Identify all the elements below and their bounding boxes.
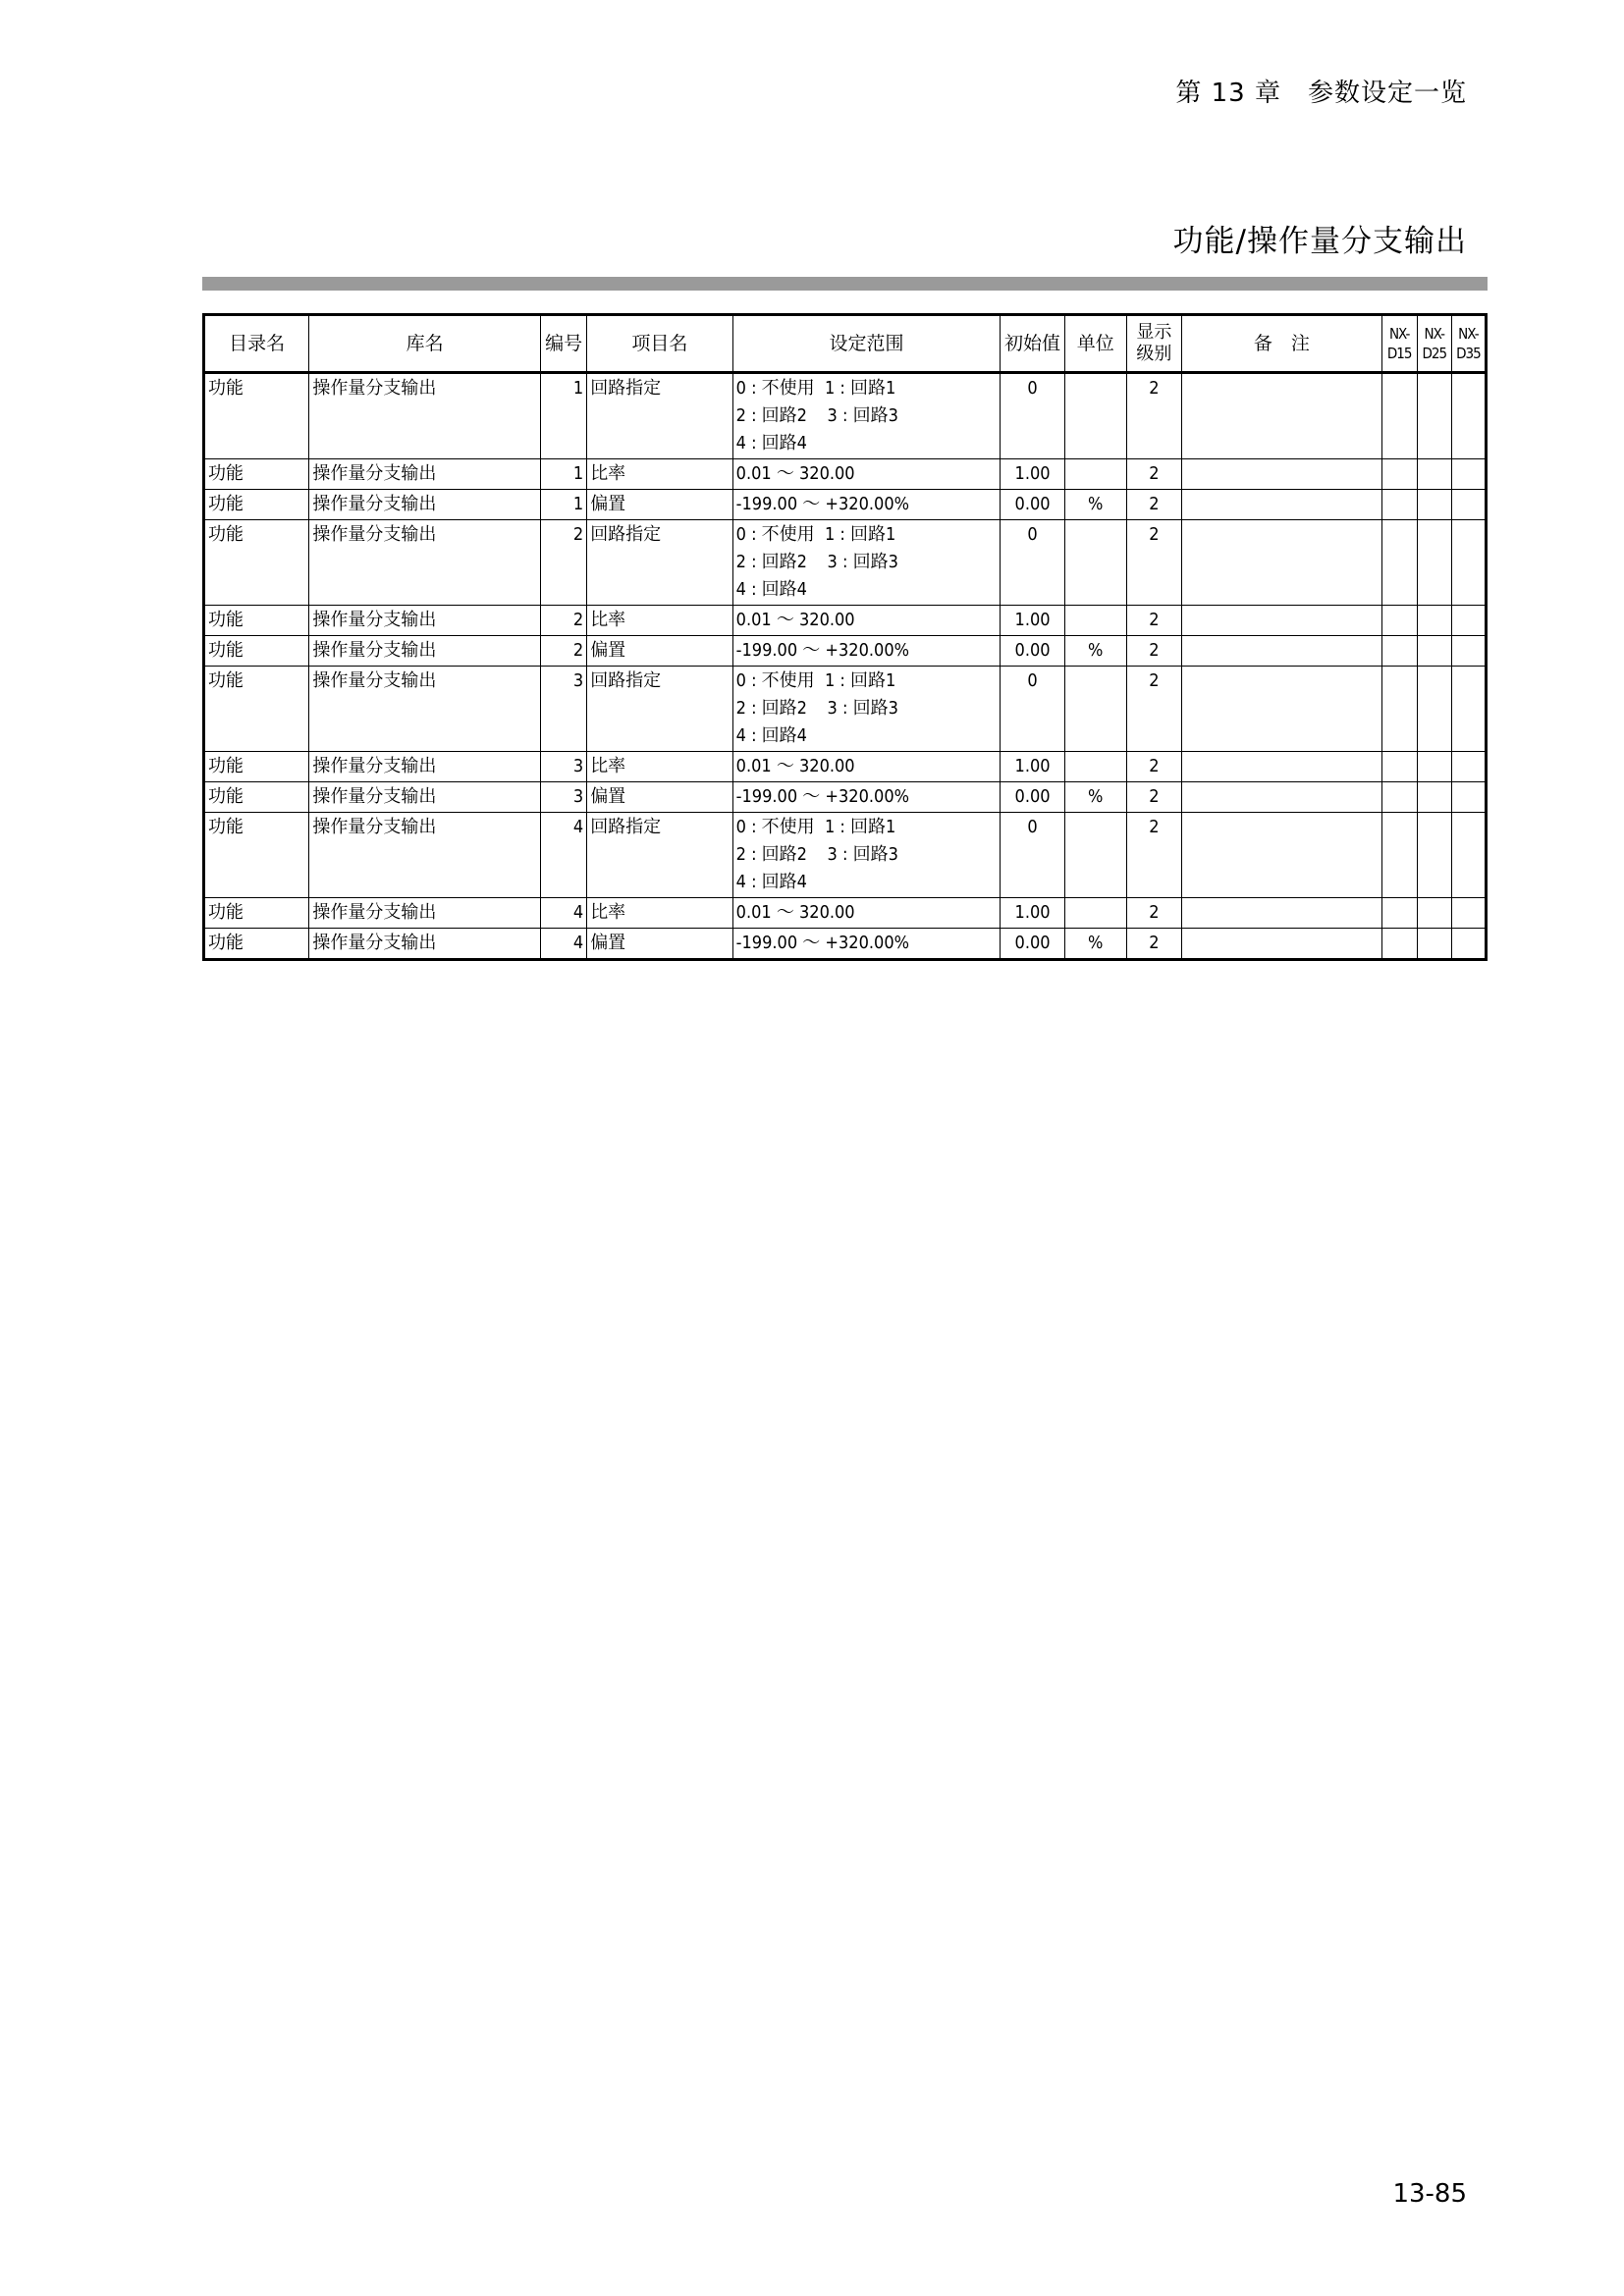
range-line: 2 : 回路2 3 : 回路3 [735,844,898,865]
table-row [204,898,1487,929]
cell-item: 偏置 [587,929,732,960]
col-header-level-line2: 级别 [1136,344,1172,364]
cell-unit: % [1064,929,1126,960]
range-line: 2 : 回路2 3 : 回路3 [735,698,898,719]
cell-nx-d25 [1417,520,1451,606]
table-body [204,373,1487,960]
chapter-header: 第 13 章 参数设定一览 [1175,79,1467,108]
cell-range [732,459,1001,490]
cell-item: 比率 [587,606,732,636]
cell-remarks [1182,636,1382,667]
cell-range [732,490,1001,520]
cell-level: 2 [1126,752,1181,782]
cell-nx-d35 [1451,929,1486,960]
cell-catalog: 功能 [204,520,309,606]
cell-unit [1064,898,1126,929]
cell-nx-d35 [1451,667,1486,752]
cell-unit [1064,520,1126,606]
cell-level: 2 [1126,459,1181,490]
range-line: 4 : 回路4 [735,579,807,600]
cell-remarks [1182,490,1382,520]
cell-nx-d35 [1451,520,1486,606]
col-header-nx-d15-line2: D15 [1386,345,1412,362]
section-title: 功能/操作量分支输出 [1172,224,1467,259]
cell-item: 比率 [587,459,732,490]
range-line: 0.01 ～ 320.00 [735,756,855,776]
cell-nx-d35 [1451,782,1486,813]
col-header-item: 项目名 [587,315,732,373]
cell-unit: % [1064,782,1126,813]
col-header-unit: 单位 [1064,315,1126,373]
col-header-catalog: 目录名 [204,315,309,373]
table-row [204,813,1487,898]
cell-number: 4 [541,898,587,929]
cell-number: 1 [541,373,587,459]
cell-remarks [1182,520,1382,606]
cell-level: 2 [1126,520,1181,606]
range-line: 4 : 回路4 [735,872,807,892]
col-header-nx-d35-line1: NX- [1458,325,1479,343]
cell-item: 比率 [587,752,732,782]
col-header-nx-d25-line2: D25 [1422,345,1447,362]
cell-nx-d35 [1451,636,1486,667]
cell-initial: 0 [1001,813,1064,898]
cell-library: 操作量分支输出 [309,752,541,782]
col-header-initial: 初始值 [1001,315,1064,373]
table-row [204,490,1487,520]
cell-initial: 1.00 [1001,459,1064,490]
cell-item: 回路指定 [587,520,732,606]
cell-nx-d25 [1417,813,1451,898]
cell-nx-d25 [1417,752,1451,782]
cell-nx-d35 [1451,752,1486,782]
cell-nx-d35 [1451,898,1486,929]
cell-initial: 1.00 [1001,898,1064,929]
col-header-nx-d15-line1: NX- [1388,325,1410,343]
cell-item: 回路指定 [587,373,732,459]
cell-library: 操作量分支输出 [309,459,541,490]
cell-level: 2 [1126,667,1181,752]
section-divider [202,277,1488,291]
cell-unit [1064,813,1126,898]
cell-nx-d15 [1381,636,1417,667]
range-line: 0 : 不使用 1 : 回路1 [735,524,896,545]
cell-nx-d25 [1417,898,1451,929]
cell-initial: 1.00 [1001,606,1064,636]
cell-nx-d15 [1381,606,1417,636]
cell-library: 操作量分支输出 [309,813,541,898]
cell-library: 操作量分支输出 [309,667,541,752]
cell-nx-d35 [1451,459,1486,490]
col-header-nx-d35 [1451,315,1486,373]
parameter-table [202,313,1488,961]
range-line: 0 : 不使用 1 : 回路1 [735,378,896,399]
cell-initial: 0.00 [1001,929,1064,960]
cell-item: 偏置 [587,636,732,667]
cell-remarks [1182,929,1382,960]
cell-nx-d15 [1381,752,1417,782]
range-line: -199.00 ～ +320.00% [735,786,910,807]
table-row [204,459,1487,490]
cell-number: 3 [541,752,587,782]
cell-nx-d25 [1417,373,1451,459]
cell-catalog: 功能 [204,667,309,752]
cell-number: 1 [541,459,587,490]
cell-catalog: 功能 [204,898,309,929]
table-row [204,752,1487,782]
cell-remarks [1182,373,1382,459]
range-line: 2 : 回路2 3 : 回路3 [735,405,898,426]
cell-initial: 0 [1001,667,1064,752]
cell-range [732,898,1001,929]
range-line: -199.00 ～ +320.00% [735,640,910,661]
cell-remarks [1182,813,1382,898]
cell-nx-d15 [1381,490,1417,520]
cell-remarks [1182,667,1382,752]
cell-catalog: 功能 [204,752,309,782]
cell-item: 回路指定 [587,667,732,752]
cell-level: 2 [1126,929,1181,960]
cell-catalog: 功能 [204,459,309,490]
range-line: 0.01 ～ 320.00 [735,610,855,630]
cell-nx-d15 [1381,929,1417,960]
cell-level: 2 [1126,813,1181,898]
col-header-number: 编号 [541,315,587,373]
cell-nx-d15 [1381,373,1417,459]
cell-catalog: 功能 [204,606,309,636]
cell-catalog: 功能 [204,813,309,898]
cell-range [732,813,1001,898]
cell-unit [1064,752,1126,782]
cell-item: 偏置 [587,782,732,813]
cell-initial: 0.00 [1001,782,1064,813]
table-row [204,636,1487,667]
cell-unit [1064,459,1126,490]
cell-number: 2 [541,636,587,667]
table-row [204,373,1487,459]
table-row [204,520,1487,606]
range-line: 0.01 ～ 320.00 [735,463,855,484]
cell-unit [1064,667,1126,752]
cell-nx-d25 [1417,667,1451,752]
range-line: 0.01 ～ 320.00 [735,902,855,923]
cell-remarks [1182,752,1382,782]
cell-library: 操作量分支输出 [309,782,541,813]
cell-remarks [1182,898,1382,929]
cell-number: 2 [541,520,587,606]
range-line: -199.00 ～ +320.00% [735,933,910,953]
cell-library: 操作量分支输出 [309,373,541,459]
cell-library: 操作量分支输出 [309,490,541,520]
cell-range [732,667,1001,752]
cell-initial: 0.00 [1001,636,1064,667]
col-header-nx-d35-line2: D35 [1456,345,1481,362]
page-number: 13-85 [1392,2179,1467,2209]
range-line: 4 : 回路4 [735,725,807,746]
cell-library: 操作量分支输出 [309,520,541,606]
cell-level: 2 [1126,898,1181,929]
cell-range [732,752,1001,782]
cell-catalog: 功能 [204,636,309,667]
col-header-range: 设定范围 [732,315,1001,373]
range-line: 2 : 回路2 3 : 回路3 [735,552,898,572]
cell-nx-d15 [1381,898,1417,929]
cell-number: 4 [541,813,587,898]
cell-number: 4 [541,929,587,960]
cell-remarks [1182,459,1382,490]
cell-item: 回路指定 [587,813,732,898]
cell-catalog: 功能 [204,929,309,960]
cell-nx-d25 [1417,490,1451,520]
range-line: 0 : 不使用 1 : 回路1 [735,817,896,837]
table-row [204,606,1487,636]
cell-level: 2 [1126,636,1181,667]
cell-range [732,782,1001,813]
col-header-nx-d25-line1: NX- [1424,325,1445,343]
cell-level: 2 [1126,490,1181,520]
cell-item: 偏置 [587,490,732,520]
cell-nx-d15 [1381,813,1417,898]
cell-range [732,606,1001,636]
range-line: 4 : 回路4 [735,433,807,454]
cell-remarks [1182,606,1382,636]
range-line: 0 : 不使用 1 : 回路1 [735,670,896,691]
cell-library: 操作量分支输出 [309,929,541,960]
col-header-level [1126,315,1181,373]
col-header-level-line1: 显示 [1136,322,1172,343]
cell-number: 3 [541,782,587,813]
col-header-nx-d25 [1417,315,1451,373]
table-row [204,667,1487,752]
cell-library: 操作量分支输出 [309,606,541,636]
cell-initial: 1.00 [1001,752,1064,782]
cell-nx-d35 [1451,373,1486,459]
cell-nx-d15 [1381,782,1417,813]
cell-catalog: 功能 [204,782,309,813]
table-header-row [204,315,1487,373]
cell-nx-d25 [1417,606,1451,636]
range-line: -199.00 ～ +320.00% [735,494,910,514]
cell-unit: % [1064,490,1126,520]
cell-unit: % [1064,636,1126,667]
cell-nx-d35 [1451,606,1486,636]
cell-catalog: 功能 [204,373,309,459]
cell-library: 操作量分支输出 [309,636,541,667]
cell-range [732,520,1001,606]
col-header-nx-d15 [1381,315,1417,373]
table-row [204,929,1487,960]
cell-nx-d15 [1381,459,1417,490]
cell-nx-d25 [1417,459,1451,490]
cell-nx-d25 [1417,929,1451,960]
cell-initial: 0 [1001,373,1064,459]
table-row [204,782,1487,813]
cell-nx-d35 [1451,813,1486,898]
cell-initial: 0 [1001,520,1064,606]
col-header-remarks: 备 注 [1182,315,1382,373]
cell-range [732,929,1001,960]
cell-nx-d35 [1451,490,1486,520]
cell-remarks [1182,782,1382,813]
cell-number: 2 [541,606,587,636]
cell-unit [1064,373,1126,459]
cell-nx-d25 [1417,636,1451,667]
cell-item: 比率 [587,898,732,929]
cell-level: 2 [1126,782,1181,813]
cell-number: 3 [541,667,587,752]
cell-range [732,373,1001,459]
cell-level: 2 [1126,606,1181,636]
cell-nx-d25 [1417,782,1451,813]
cell-catalog: 功能 [204,490,309,520]
cell-library: 操作量分支输出 [309,898,541,929]
cell-nx-d15 [1381,667,1417,752]
cell-unit [1064,606,1126,636]
cell-initial: 0.00 [1001,490,1064,520]
cell-level: 2 [1126,373,1181,459]
col-header-library: 库名 [309,315,541,373]
cell-nx-d15 [1381,520,1417,606]
cell-number: 1 [541,490,587,520]
cell-range [732,636,1001,667]
